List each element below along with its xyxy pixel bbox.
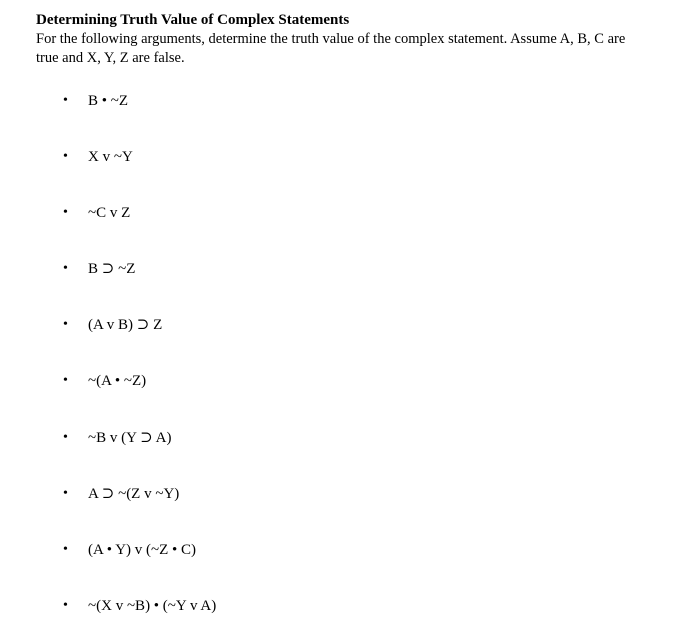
statement-item	[36, 426, 636, 450]
statement-item	[36, 482, 636, 506]
statement-text: B ⊃ ~Z	[88, 261, 136, 277]
statement-text: X v ~Y	[88, 149, 133, 165]
statement-text: (A • Y) v (~Z • C)	[88, 542, 197, 558]
document-intro: For the following arguments, determine the truth value of the complex statement. Assume A, B, C are true and X, Y, Z are false.	[36, 31, 626, 66]
statement-text: ~C v Z	[88, 205, 131, 221]
bullet-icon: •	[63, 149, 68, 164]
statement-text: ~(A • ~Z)	[88, 373, 147, 389]
document-page	[36, 11, 666, 614]
statement-text: (A v B) ⊃ Z	[88, 317, 163, 333]
bullet-icon: •	[63, 317, 68, 332]
statement-text: B • ~Z	[88, 93, 129, 109]
bullet-icon: •	[63, 205, 68, 220]
statement-item	[36, 369, 636, 393]
bullet-icon: •	[63, 486, 68, 501]
statement-text: ~(X v ~B) • (~Y v A)	[88, 598, 217, 614]
statement-item	[36, 89, 636, 113]
statement-text: A ⊃ ~(Z v ~Y)	[88, 486, 180, 502]
bullet-icon: •	[63, 93, 68, 108]
bullet-icon: •	[63, 598, 68, 613]
statement-item	[36, 313, 636, 337]
bullet-icon: •	[63, 261, 68, 276]
statement-text: ~B v (Y ⊃ A)	[88, 430, 172, 446]
document-title: Determining Truth Value of Complex Statements	[36, 12, 350, 28]
bullet-icon: •	[63, 373, 68, 388]
bullet-icon: •	[63, 430, 68, 445]
statement-item	[36, 145, 636, 169]
statement-item	[36, 538, 636, 562]
bullet-icon: •	[63, 542, 68, 557]
statement-item	[36, 201, 636, 225]
statement-item	[36, 594, 636, 618]
statement-item	[36, 257, 636, 281]
